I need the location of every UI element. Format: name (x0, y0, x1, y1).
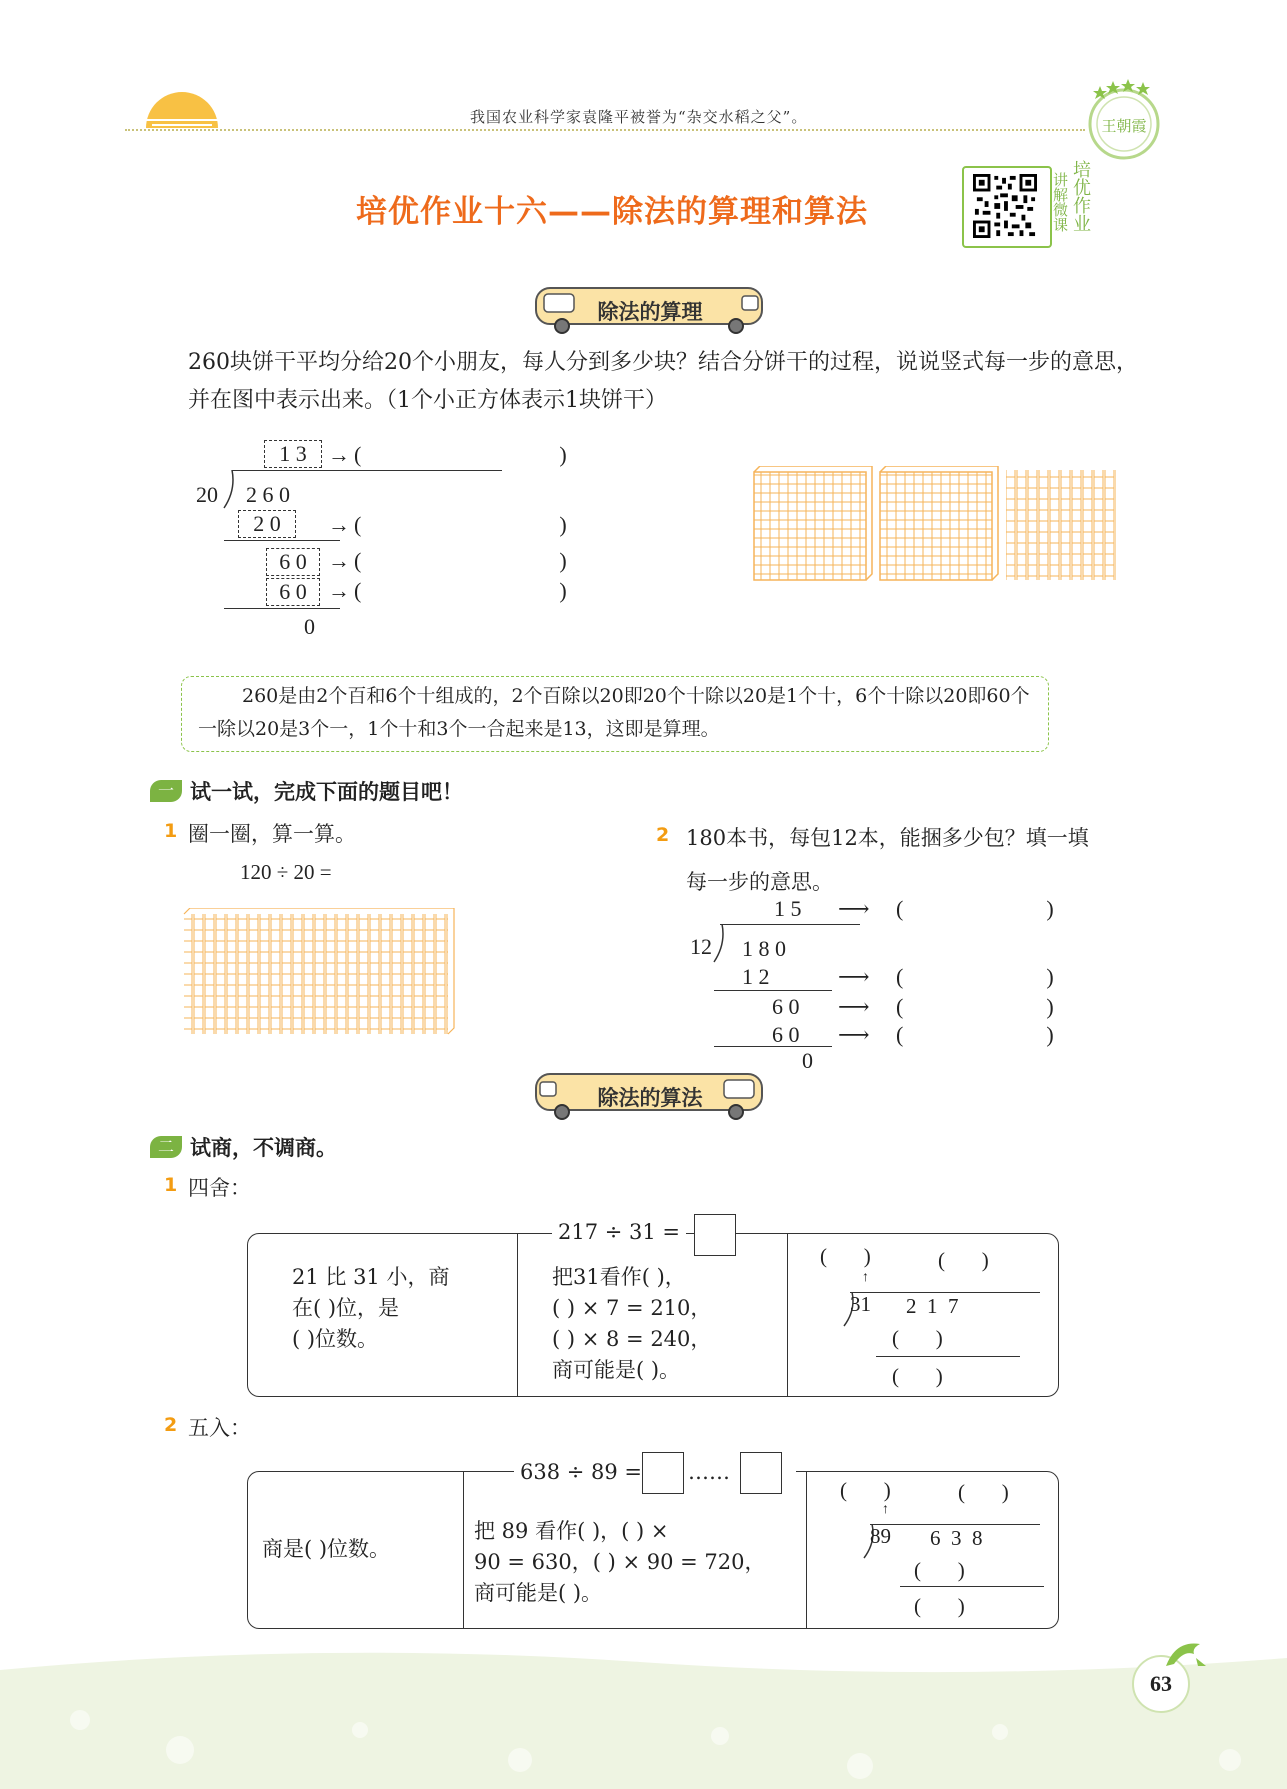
page-title: 培优作业十六——除法的算理和算法 (356, 194, 868, 230)
q1-long-division (820, 1240, 1050, 1390)
q2-instruction-2: 每一步的意思。 (686, 870, 833, 894)
division-bracket (712, 924, 726, 964)
subtract-line (900, 1586, 1044, 1587)
q2-col2 (474, 1516, 766, 1609)
cell-line[interactable]: 把31看作( )， (552, 1265, 686, 1289)
sun-icon (142, 84, 222, 128)
subtract-line (876, 1356, 1020, 1357)
division-bar (870, 1524, 1040, 1525)
cube-rods-120[interactable] (182, 908, 458, 1038)
remainder-blank[interactable]: ( ) (914, 1594, 965, 1618)
dividend: 6 3 8 (930, 1526, 983, 1550)
hundred-block (754, 472, 866, 580)
dividend: 2 6 0 (246, 482, 290, 507)
question-number: 2 (164, 1414, 178, 1436)
final-remainder: 0 (802, 1048, 813, 1073)
subtract-line-2 (224, 608, 340, 609)
banner-division-principle (530, 284, 770, 336)
q1-instruction: 圈一圈，算一算。 (188, 822, 356, 846)
header-divider (125, 129, 1085, 131)
question-number: 2 (656, 824, 670, 846)
cell-line[interactable]: 90 = 630，( ) × 90 = 720， (474, 1550, 766, 1574)
column-divider (787, 1233, 788, 1397)
up-arrow-icon: ↑ (862, 1270, 869, 1285)
dividend: 1 8 0 (742, 936, 786, 961)
quotient-blank-ones[interactable]: ( ) (938, 1248, 989, 1272)
expression-header (514, 1452, 796, 1492)
cell-line[interactable]: ( ) × 7 = 210， (552, 1296, 712, 1320)
division-bar (850, 1292, 1040, 1293)
problem-text: 260块饼干平均分给20个小朋友，每人分到多少块？结合分饼干的过程，说说竖式每一步的意思，并在图中表示出来。（1个小正方体表示1块饼干） (188, 350, 1138, 413)
remainder1: 6 0 (772, 994, 800, 1019)
banner-label: 除法的算理 (597, 300, 703, 324)
answer-box[interactable] (694, 1214, 736, 1256)
column-divider (463, 1471, 464, 1629)
explanation-text: 260是由2个百和6个十组成的，2个百除以20即20个十除以20是1个十，6个十除以20即60个一除以20是3个一，1个十和3个一合起来是13，这即是算理。 (198, 685, 1030, 740)
dividend: 2 1 7 (906, 1294, 959, 1318)
divisor: 31 (850, 1292, 871, 1316)
banner-division-algorithm (530, 1070, 770, 1122)
cell-line[interactable]: ( ) × 8 = 240， (552, 1327, 712, 1351)
quotient-answer-box[interactable] (642, 1452, 684, 1494)
meaning-blank-2[interactable]: ( ) (354, 512, 567, 537)
logo (1080, 76, 1168, 164)
q1-expression: 217 ÷ 31 = (558, 1220, 681, 1244)
long-division-180 (690, 892, 1150, 1072)
question-number: 1 (164, 1174, 178, 1196)
q2-instruction-1: 180本书，每包12本，能捆多少包？填一填 (686, 826, 1089, 850)
arrow-icon: ⟶ (838, 1022, 870, 1047)
quotient-box: 1 3 (264, 440, 322, 468)
banner-label: 除法的算法 (597, 1086, 703, 1110)
cell-line[interactable]: 把 89 看作( )，( ) × (474, 1519, 669, 1543)
meaning-blank-3[interactable]: ( ) (896, 994, 1054, 1019)
remainder1-box: 6 0 (266, 548, 320, 576)
cube-blocks-260 (752, 466, 1126, 582)
qr-code[interactable] (962, 166, 1052, 248)
meaning-blank-1[interactable]: ( ) (896, 896, 1054, 921)
qr-label-homework: 培优作业 (1070, 160, 1091, 232)
step1-box: 2 0 (238, 510, 296, 538)
division-bar (232, 470, 502, 471)
arrow-icon: → (328, 442, 350, 467)
cell-line[interactable]: ( )位数。 (292, 1327, 379, 1351)
product-blank[interactable]: ( ) (892, 1326, 943, 1350)
quotient: 1 5 (774, 896, 802, 921)
page-number: 63 (1132, 1655, 1190, 1713)
cell-line[interactable]: 在( )位，是 (292, 1296, 400, 1320)
arrow-icon: → (328, 512, 350, 537)
meaning-blank-3[interactable]: ( ) (354, 548, 567, 573)
remainder-answer-box[interactable] (740, 1452, 782, 1494)
meaning-blank-4[interactable]: ( ) (354, 578, 567, 603)
hundred-block (880, 472, 992, 580)
divisor: 12 (690, 934, 712, 959)
q2-expression: 638 ÷ 89 = (520, 1460, 643, 1484)
question-number: 1 (164, 820, 178, 842)
svg-text:王朝霞: 王朝霞 (1101, 117, 1147, 135)
up-arrow-icon: ↑ (882, 1502, 889, 1517)
step1: 1 2 (742, 964, 770, 989)
ellipsis: …… (688, 1460, 730, 1484)
q2-label: 五入： (188, 1416, 251, 1440)
subtract-line-1 (224, 540, 340, 541)
quotient-blank-ones[interactable]: ( ) (958, 1480, 1009, 1504)
cell-line[interactable]: 商可能是( )。 (552, 1358, 681, 1382)
cell-line[interactable]: 商可能是( )。 (474, 1581, 603, 1605)
section-title-2: 试商，不调商。 (190, 1136, 337, 1160)
section-badge-1: 一 (150, 780, 182, 802)
remainder-blank[interactable]: ( ) (892, 1364, 943, 1388)
divisor: 20 (196, 482, 218, 507)
column-divider (517, 1233, 518, 1397)
cell-line: 21 比 31 小，商 (292, 1265, 450, 1289)
arrow-icon: → (328, 578, 350, 603)
long-division-260 (196, 440, 696, 640)
q2-col1[interactable]: 商是( )位数。 (262, 1537, 391, 1561)
header-fact: 我国农业科学家袁隆平被誉为“杂交水稻之父”。 (470, 108, 808, 126)
expression-header (552, 1214, 686, 1250)
meaning-blank-4[interactable]: ( ) (896, 1022, 1054, 1047)
quotient-blank-tens[interactable]: ( ) (820, 1244, 871, 1268)
subtract-line-2 (714, 1046, 832, 1047)
final-remainder: 0 (304, 614, 315, 639)
arrow-icon: ⟶ (838, 994, 870, 1019)
qr-pattern (972, 174, 1038, 238)
section-title-1: 试一试，完成下面的题目吧！ (190, 780, 463, 804)
qr-label-lecture: 讲解微课 (1051, 172, 1069, 232)
q2-long-division (840, 1476, 1050, 1626)
division-bar (720, 924, 860, 925)
step2-box: 6 0 (266, 578, 320, 606)
meaning-blank-2[interactable]: ( ) (896, 964, 1054, 989)
arrow-icon: ⟶ (838, 896, 870, 921)
meaning-blank-1[interactable]: ( ) (354, 442, 567, 467)
q1-expression: 120 ÷ 20 = (240, 860, 332, 884)
arrow-icon: → (328, 548, 350, 573)
dolphin-icon (1162, 1636, 1208, 1676)
q1-col2 (552, 1262, 711, 1386)
divisor: 89 (870, 1524, 891, 1548)
quotient-blank-tens[interactable]: ( ) (840, 1478, 891, 1502)
step2: 6 0 (772, 1022, 800, 1047)
section-badge-2: 二 (150, 1136, 182, 1158)
column-divider (806, 1471, 807, 1629)
q1-col1 (292, 1262, 449, 1355)
division-bracket (222, 470, 236, 510)
q1-label: 四舍： (188, 1176, 251, 1200)
ten-rods (1006, 470, 1116, 580)
arrow-icon: ⟶ (838, 964, 870, 989)
footer-background (0, 1640, 1287, 1789)
subtract-line-1 (714, 990, 832, 991)
product-blank[interactable]: ( ) (914, 1558, 965, 1582)
